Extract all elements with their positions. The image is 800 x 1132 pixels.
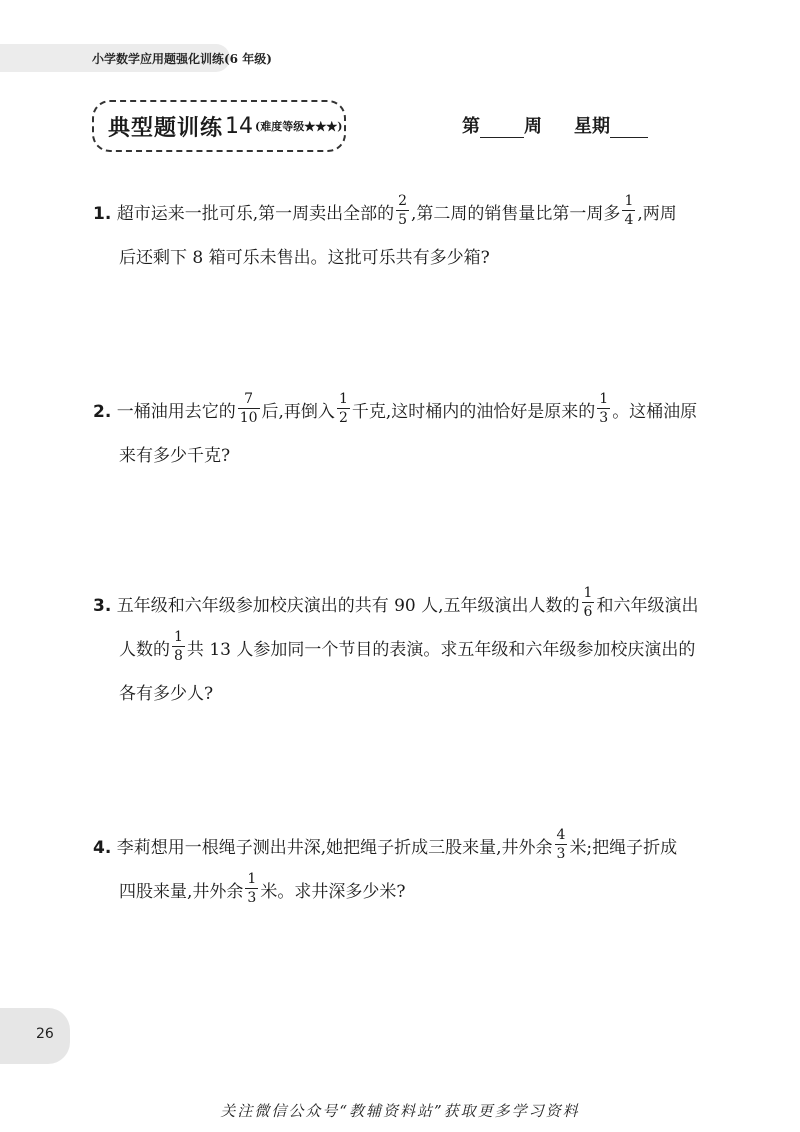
question-text: 。这桶油原 — [612, 402, 698, 422]
fraction-numerator: 1 — [583, 585, 593, 601]
fraction-numerator: 1 — [247, 871, 257, 887]
question-text: 人数的 — [119, 640, 170, 660]
fraction — [597, 392, 610, 425]
fraction-denominator: 6 — [583, 604, 593, 620]
fraction — [238, 392, 260, 425]
fraction — [172, 630, 185, 663]
fraction-numerator: 4 — [556, 827, 566, 843]
question-text: 一桶油用去它的 — [116, 402, 236, 422]
question-line — [93, 870, 713, 914]
fraction-denominator: 4 — [624, 212, 634, 228]
fraction-numerator: 1 — [174, 629, 183, 645]
fraction-numerator: 1 — [599, 391, 609, 407]
footer-note: 关注微信公众号“教辅资料站”获取更多学习资料 — [220, 1102, 580, 1120]
question-text: 各有多少人? — [119, 684, 214, 704]
fraction-numerator: 1 — [624, 193, 634, 209]
week-prefix: 第 — [462, 116, 480, 137]
fraction-denominator: 5 — [398, 212, 408, 228]
question-text: ,第二周的销售量比第一周多 — [411, 204, 621, 224]
fraction — [582, 586, 595, 619]
week-blank[interactable] — [480, 117, 524, 138]
question-text: 和六年级演出 — [596, 596, 699, 616]
fraction-denominator: 3 — [247, 890, 257, 906]
question-number: 4. — [93, 838, 112, 858]
question-text: 五年级和六年级参加校庆演出的共有 90 人,五年级演出人数的 — [116, 596, 580, 616]
question-line — [93, 192, 713, 236]
question-number: 2. — [93, 402, 112, 422]
question-line — [93, 826, 713, 870]
fraction-denominator: 3 — [599, 410, 609, 426]
fraction — [245, 872, 258, 905]
question-number: 3. — [93, 596, 112, 616]
fraction-numerator: 7 — [244, 391, 254, 407]
weekday-blank[interactable] — [610, 117, 648, 138]
fraction-denominator: 10 — [239, 410, 258, 426]
question-number: 1. — [93, 204, 112, 224]
question-line — [93, 628, 713, 672]
question-text: 后还剩下 8 箱可乐未售出。这批可乐共有多少箱? — [119, 248, 490, 268]
question-text: ,两周 — [637, 204, 677, 224]
book-title: 小学数学应用题强化训练(6 年级) — [92, 52, 272, 66]
question-3 — [93, 584, 713, 716]
fraction-denominator: 8 — [174, 648, 183, 664]
question-text: 超市运来一批可乐,第一周卖出全部的 — [116, 204, 395, 224]
page-tab — [0, 1008, 70, 1064]
question-text: 四股来量,井外余 — [119, 882, 244, 902]
fraction — [555, 828, 568, 861]
section-number: 14 — [225, 113, 254, 139]
fraction — [622, 194, 635, 227]
question-line — [93, 434, 713, 478]
question-1 — [93, 192, 713, 280]
fraction-numerator: 1 — [338, 391, 348, 407]
question-2 — [93, 390, 713, 478]
question-line — [93, 390, 713, 434]
fraction — [337, 392, 350, 425]
difficulty-label: (难度等级★★★) — [255, 120, 343, 133]
week-day-line — [462, 112, 648, 138]
question-4 — [93, 826, 713, 914]
question-text: 米;把绳子折成 — [569, 838, 678, 858]
fraction-numerator: 2 — [398, 193, 408, 209]
question-line — [93, 236, 713, 280]
question-line — [93, 584, 713, 628]
question-text: 米。求井深多少米? — [260, 882, 406, 902]
week-suffix: 周 — [524, 116, 542, 137]
section-title-box — [92, 100, 346, 152]
fraction — [396, 194, 409, 227]
fraction-denominator: 2 — [338, 410, 348, 426]
section-title: 典型题训练 — [108, 115, 224, 141]
question-text: 李莉想用一根绳子测出井深,她把绳子折成三股来量,井外余 — [116, 838, 553, 858]
question-text: 后,再倒入 — [261, 402, 335, 422]
fraction-denominator: 3 — [556, 846, 566, 862]
question-text: 来有多少千克? — [119, 446, 231, 466]
question-text: 共 13 人参加同一个节目的表演。求五年级和六年级参加校庆演出的 — [186, 640, 696, 660]
page-number: 26 — [36, 1026, 54, 1042]
weekday-label: 星期 — [574, 116, 610, 137]
question-text: 千克,这时桶内的油恰好是原来的 — [351, 402, 596, 422]
question-line — [93, 672, 713, 716]
